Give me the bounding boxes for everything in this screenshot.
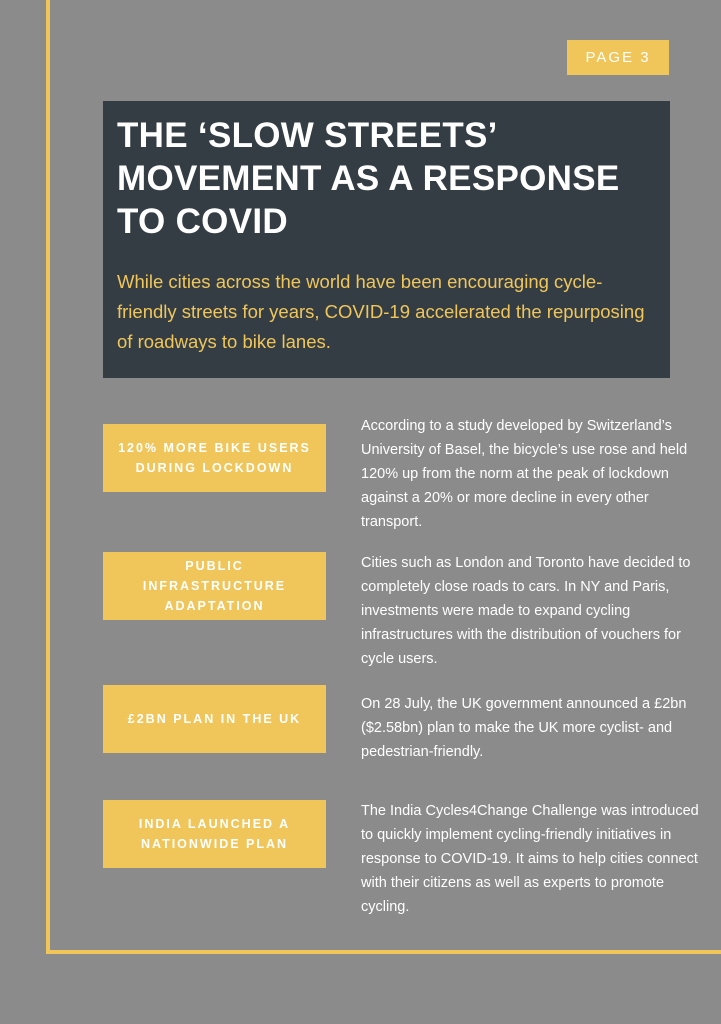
fact-description: The India Cycles4Change Challenge was introduced to quickly implement cycling-friendly initiatives in response to COVID-19. It aims to help cities connect with their citizens as well as experts to promote cycling. bbox=[361, 803, 699, 915]
left-border-line bbox=[46, 0, 50, 954]
hero-panel bbox=[103, 101, 670, 378]
fact-tag: £2BN PLAN IN THE UK bbox=[103, 685, 326, 753]
fact-description: According to a study developed by Switzerland’s University of Basel, the bicycle’s use rose and held 120% up from the norm at the peak of lockdown against a 20% or more decline in every other transport. bbox=[361, 418, 688, 530]
fact-tag: PUBLIC INFRASTRUCTURE ADAPTATION bbox=[103, 552, 326, 620]
page-number-badge: PAGE 3 bbox=[567, 40, 669, 75]
bottom-border-line bbox=[46, 950, 721, 954]
fact-tag: 120% MORE BIKE USERS DURING LOCKDOWN bbox=[103, 424, 326, 492]
fact-description: Cities such as London and Toronto have decided to completely close roads to cars. In NY and Paris, investments were made to expand cycling infrastructures with the distribution of vouchers for cycle users. bbox=[361, 555, 691, 667]
page-title: THE ‘SLOW STREETS’ MOVEMENT AS A RESPONSE TO COVID bbox=[117, 116, 620, 241]
fact-description: On 28 July, the UK government announced a £2bn ($2.58bn) plan to make the UK more cyclist- and pedestrian-friendly. bbox=[361, 696, 687, 760]
fact-tag: INDIA LAUNCHED A NATIONWIDE PLAN bbox=[103, 800, 326, 868]
page-subtitle: While cities across the world have been encouraging cycle-friendly streets for years, COVID-19 accelerated the repurposing of roadways to bike lanes. bbox=[117, 271, 645, 352]
